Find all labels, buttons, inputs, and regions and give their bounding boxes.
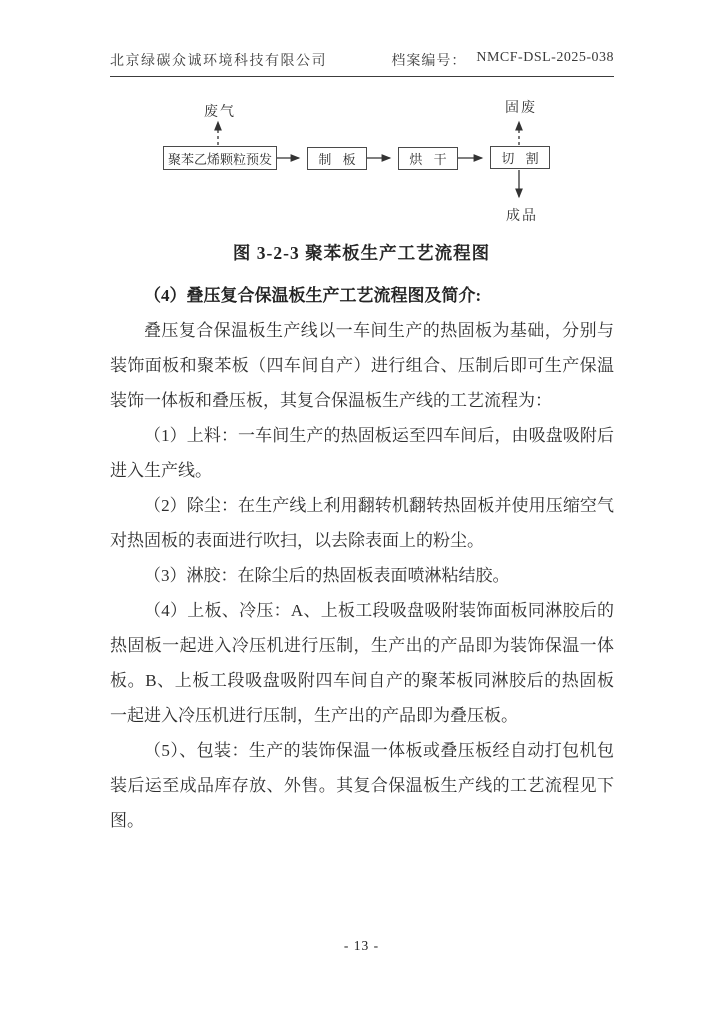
process-flow-diagram [0, 95, 723, 230]
paragraph-intro: 叠压复合保温板生产线以一车间生产的热固板为基础，分别与装饰面板和聚苯板（四车间自产）进行组合、压制后即可生产保温装饰一体板和叠压板，其复合保温板生产线的工艺流程为： [110, 321, 614, 410]
paragraph-step-1: （1）上料：一车间生产的热固板运至四车间后，由吸盘吸附后进入生产线。 [110, 426, 614, 480]
solid-waste-label: 固废 [505, 101, 537, 116]
page-header [110, 50, 614, 77]
paragraph-step-3: （3）淋胶：在除尘后的热固板表面喷淋粘结胶。 [144, 566, 510, 585]
paragraph-step-2: （2）除尘：在生产线上利用翻转机翻转热固板并使用压缩空气对热固板的表面进行吹扫，以去除表面上的粉尘。 [110, 496, 614, 550]
flow-box-pre-expansion: 聚苯乙烯颗粒预发 [163, 146, 277, 170]
paragraph-step-4: （4）上板、冷压：A、上板工段吸盘吸附装饰面板同淋胶后的热固板一起进入冷压机进行压制，生产出的产品即为装饰保温一体板。B、上板工段吸盘吸附四车间自产的聚苯板同淋胶后的热固板一起进入冷压机进行压制，生产出的产品即为叠压板。 [110, 601, 614, 725]
flow-box-board-making: 制 板 [307, 147, 367, 170]
document-number [391, 50, 614, 70]
page-number: - 13 - [343, 938, 380, 953]
figure-caption: 图 3-2-3 聚苯板生产工艺流程图 [232, 243, 491, 263]
body-text [110, 278, 614, 838]
flow-box-cutting: 切 割 [490, 146, 550, 169]
paragraph-step-5: （5）、包装：生产的装饰保温一体板或叠压板经自动打包机包装后运至成品库存放、外售。其复合保温板生产线的工艺流程见下图。 [110, 741, 614, 830]
section-heading: （4）叠压复合保温板生产工艺流程图及简介: [144, 286, 482, 305]
waste-gas-label: 废气 [204, 105, 236, 120]
product-label: 成品 [506, 209, 538, 224]
document-number-label: 档案编号： [391, 54, 467, 69]
flow-box-drying: 烘 干 [398, 147, 458, 170]
company-name: 北京绿碳众诚环境科技有限公司 [110, 54, 327, 69]
document-number-value: NMCF-DSL-2025-038 [476, 50, 614, 65]
